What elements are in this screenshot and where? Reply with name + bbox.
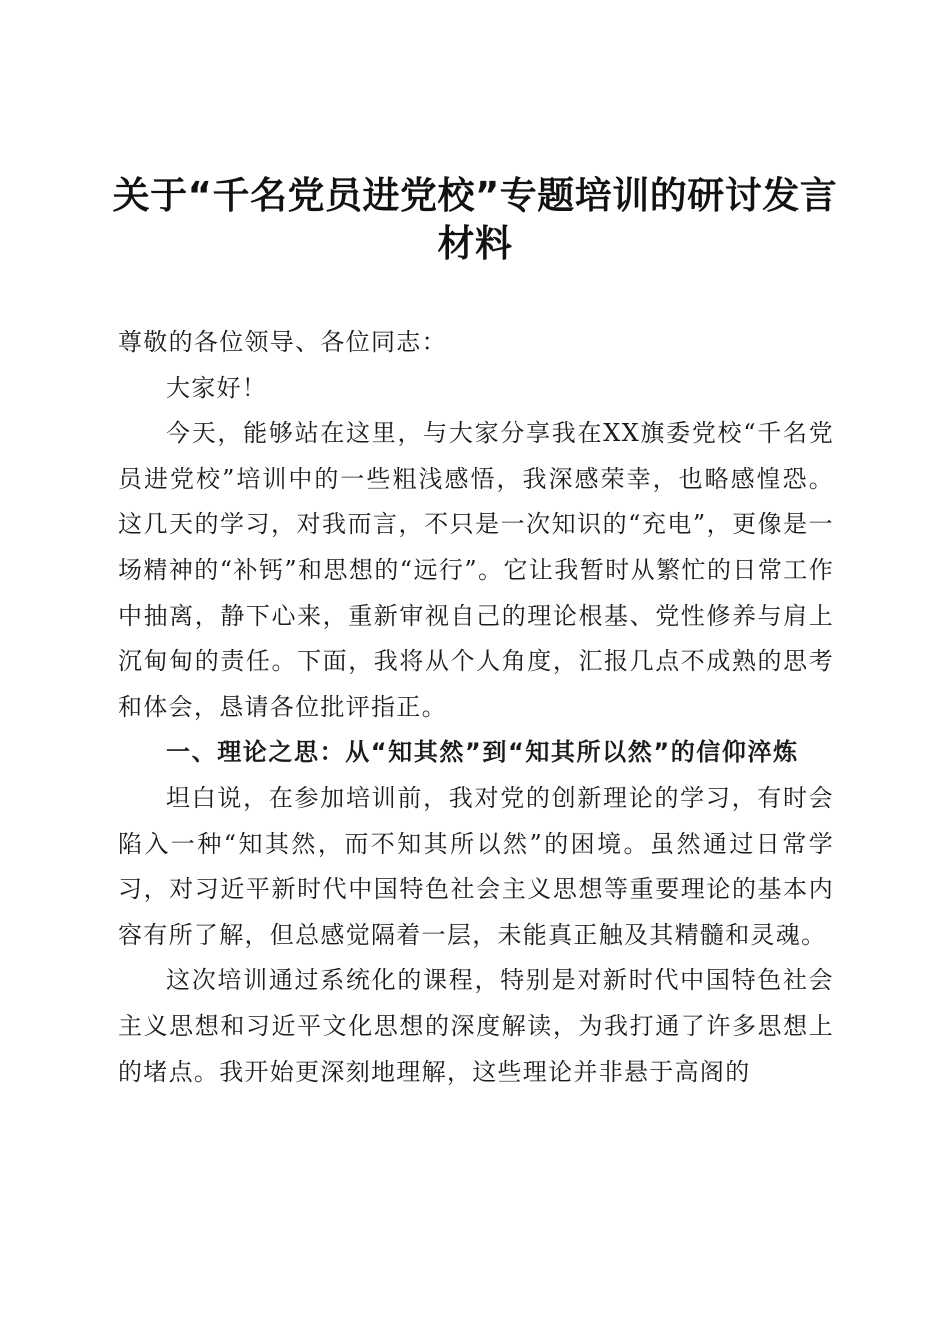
section-heading: 一、理论之思：从“知其然”到“知其所以然”的信仰淬炼 bbox=[166, 738, 799, 767]
title-line-2: 材料 bbox=[437, 222, 513, 265]
salutation: 尊敬的各位领导、各位同志： bbox=[118, 328, 447, 356]
body-paragraph: 坦白说，在参加培训前，我对党的创新理论的学习，有时会陷入一种“知其然，而不知其所以然”的困境。虽然通过日常学习，对习近平新时代中国特色社会主义思想等重要理论的基本内容有所了解，但总感觉隔着一层，未能真正触及其精髓和灵魂。 bbox=[118, 783, 834, 949]
greeting: 大家好！ bbox=[166, 373, 268, 402]
intro-paragraph: 今天，能够站在这里，与大家分享我在XX旗委党校“千名党员进党校”培训中的一些粗浅感悟，我深感荣幸，也略感惶恐。这几天的学习，对我而言，不只是一次知识的“充电”，更像是一场精神的“补钙”和思想的“远行”。它让我暂时从繁忙的日常工作中抽离，静下心来，重新审视自己的理论根基、党性修养与肩上沉甸甸的责任。下面，我将从个人角度，汇报几点不成熟的思考和体会，恳请各位批评指正。 bbox=[118, 419, 834, 721]
body-paragraph: 这次培训通过系统化的课程，特别是对新时代中国特色社会主义思想和习近平文化思想的深度解读，为我打通了许多思想上的堵点。我开始更深刻地理解，这些理论并非悬于高阁的 bbox=[118, 966, 834, 1086]
document-title bbox=[100, 172, 850, 268]
title-line-1: 关于“千名党员进党校”专题培训的研讨发言 bbox=[112, 174, 838, 217]
document-body bbox=[118, 320, 834, 1095]
